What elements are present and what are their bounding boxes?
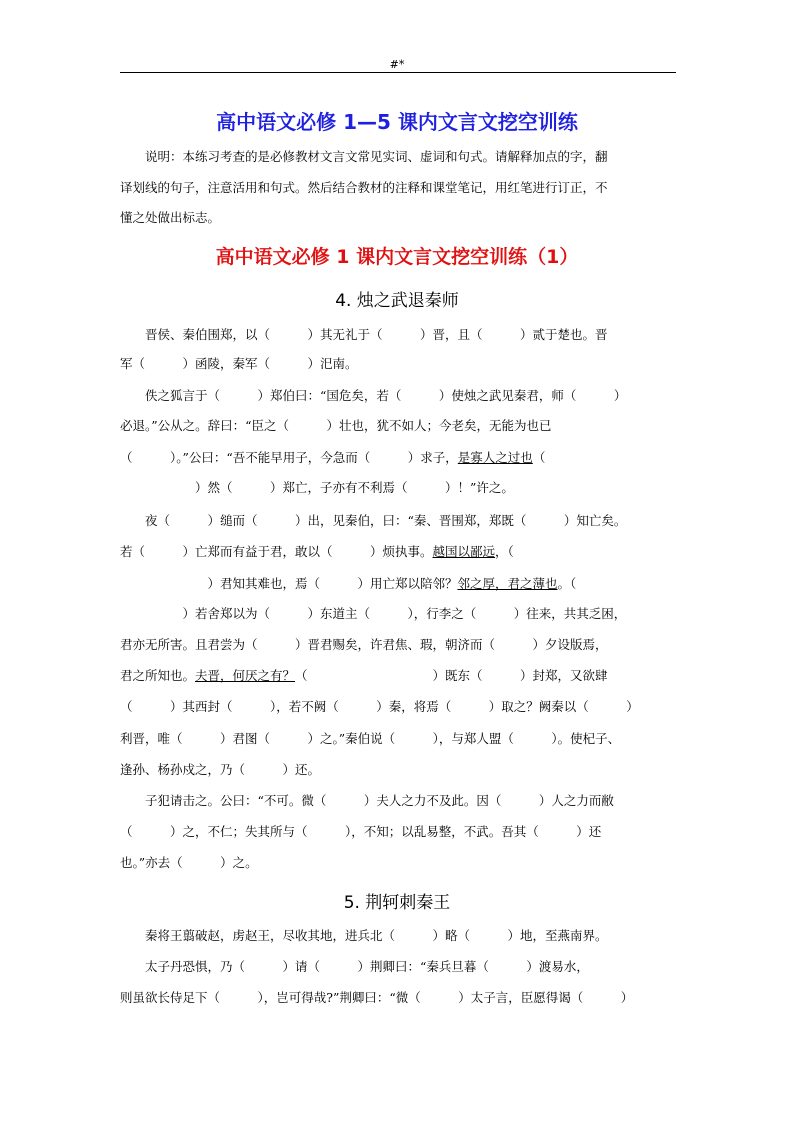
- section-title: 高中语文必修 1 课内文言文挖空训练（1）: [215, 246, 579, 268]
- text-line: [120, 478, 514, 496]
- line-text: 逢孙、杨孙戍之，乃（ ）还。: [120, 762, 321, 777]
- line-text: 必退。”公从之。辞曰：“臣之（ ）壮也，犹不如人；今老矣，无能为也已: [120, 418, 552, 433]
- underlined-sentence: 是寡人之过也: [457, 450, 533, 465]
- line-text: 夜（ ）缒而（ ）出，见秦伯，曰：“秦、晋围郑，郑既（ ）知亡矣。: [120, 513, 627, 528]
- text-line: [120, 635, 608, 653]
- line-text: （ ）之，不仁；失其所与（ ），不知；以乱易整，不武。吾其（ ）还: [120, 824, 602, 839]
- line-text: 军（ ）函陵，秦军（ ）汜南。: [120, 356, 358, 371]
- intro-line: 说明：本练习考查的是必修教材文言文常见实词、虚词和句式。请解释加点的字，翻: [120, 149, 608, 164]
- doc-title: 高中语文必修 1—5 课内文言文挖空训练: [216, 110, 578, 134]
- line-text: 也。”亦去（ ）之。: [120, 855, 258, 870]
- line-text: 子犯请击之。公曰：“不可。微（ ）夫人之力不及此。因（ ）人之力而敝: [120, 793, 614, 808]
- line-text: 若（ ）亡郑而有益于君，敢以（ ）烦执事。: [120, 544, 433, 559]
- line-text: 君亦无所害。且君尝为（ ）晋君赐矣，许君焦、瑕，朝济而（ ）夕设版焉，: [120, 637, 608, 652]
- line-text: 。（: [557, 576, 577, 591]
- line-text: 秦将王翦破赵，虏赵王，尽收其地，进兵北（ ）略（ ）地，至燕南界。: [120, 928, 608, 943]
- line-text: （ ）其西封（ ），若不阙（ ）秦，将焉（ ）取之？阙秦以（ ）: [120, 699, 639, 714]
- underlined-sentence: 邻之厚，君之薄也: [457, 576, 558, 591]
- line-text: ）然（ ）郑亡，子亦有不利焉（ ）！”许之。: [120, 480, 514, 495]
- text-line: [120, 354, 358, 372]
- text-line: [120, 988, 633, 1006]
- text-line: [120, 386, 626, 404]
- page-header: #*: [389, 58, 405, 71]
- lesson-heading: 4. 烛之武退秦师: [335, 291, 459, 311]
- text-line: [120, 822, 601, 840]
- text-line: [120, 957, 589, 975]
- line-text: （: [532, 450, 546, 465]
- text-line: [120, 448, 545, 466]
- text-line: [120, 604, 626, 622]
- intro-line: 译划线的句子，注意活用和句式。然后结合教材的注释和课堂笔记，用红笔进行订正，不: [120, 180, 608, 195]
- line-text: （ ）。”公曰：“吾不能早用子，今急而（ ）求子，: [120, 450, 458, 465]
- text-line: [120, 853, 258, 871]
- header-rule: [120, 72, 676, 73]
- text-line: [120, 511, 626, 529]
- text-line: [120, 729, 620, 747]
- line-text: （ ）既东（ ）封郑，又欲肆: [295, 668, 608, 683]
- line-text: ）若舍郑以为（ ）东道主（ ），行李之（ ）往来，共其乏困，: [120, 606, 627, 621]
- line-text: 君之所知也。: [120, 668, 196, 683]
- line-text: 佚之狐言于（ ）郑伯曰：“国危矣，若（ ）使烛之武见秦君，师（ ）: [120, 388, 627, 403]
- lesson-heading: 5. 荆轲刺秦王: [343, 893, 451, 913]
- text-line: [120, 791, 614, 809]
- line-text: 晋侯、秦伯围郑，以（ ）其无礼于（ ）晋，且（ ）贰于楚也。晋: [120, 327, 608, 342]
- underlined-sentence: 夫晋，何厌之有？: [195, 668, 296, 683]
- line-text: 太子丹恐惧，乃（ ）请（ ）荆卿曰：“秦兵旦暮（ ）渡易水，: [120, 959, 589, 974]
- line-text: ）君知其难也，焉（ ）用亡郑以陪邻？: [120, 576, 458, 591]
- line-text: 利晋，唯（ ）君图（ ）之。”秦伯说（ ），与郑人盟（ ）。使杞子、: [120, 731, 621, 746]
- text-line: [120, 416, 552, 434]
- text-line: [120, 574, 576, 592]
- text-line: [120, 697, 639, 715]
- text-line: [120, 325, 608, 343]
- underlined-sentence: 越国以鄙远: [432, 544, 496, 559]
- text-line: [120, 542, 514, 560]
- line-text: 则虽欲长侍足下（ ），岂可得哉?”荆卿曰：“微（ ）太子言，臣愿得谒（ ）: [120, 990, 634, 1005]
- text-line: [120, 760, 320, 778]
- text-line: [120, 666, 608, 684]
- intro-line: 懂之处做出标志。: [120, 210, 221, 225]
- line-text: ，（: [495, 544, 514, 559]
- text-line: [120, 926, 608, 944]
